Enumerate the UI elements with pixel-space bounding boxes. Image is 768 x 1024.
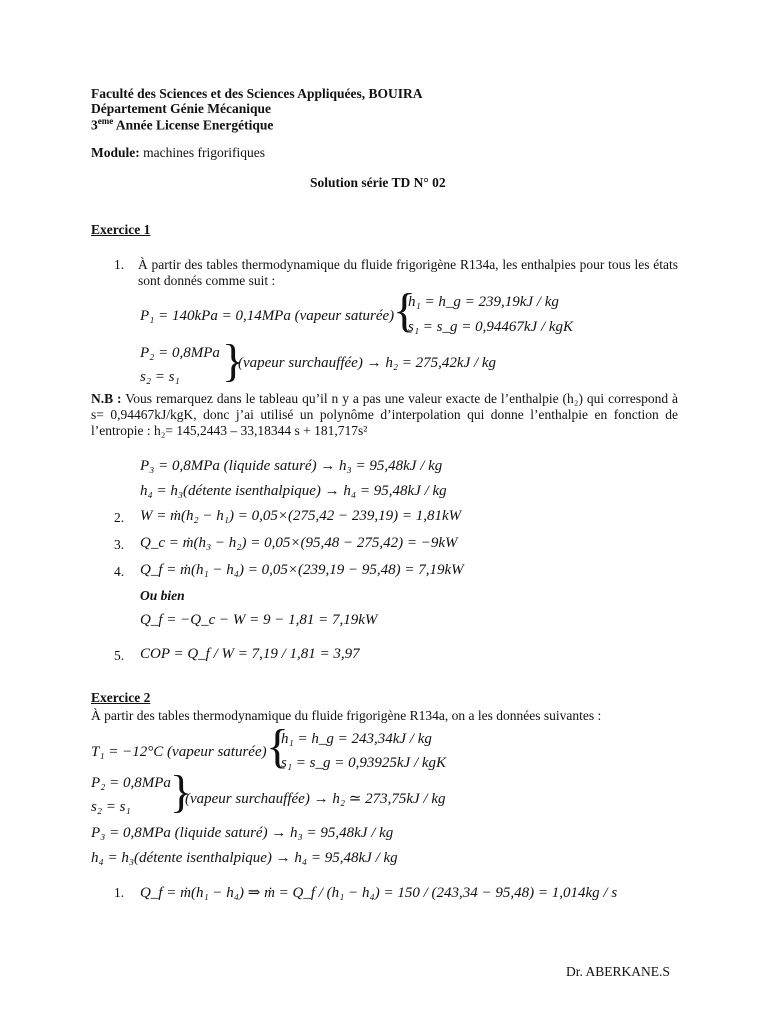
year-line: 3eme Année License Energétique xyxy=(91,116,274,133)
ex2-t1-entropy: s₁ = s_g = 0,93925kJ / kgK xyxy=(281,755,447,771)
ex1-p1-enthalpy: h₁ = h_g = 239,19kJ / kg xyxy=(408,294,559,310)
ex2-p2-result: (vapeur surchauffée) → h₂ ≃ 273,75kJ / kg xyxy=(185,791,446,807)
module-line: Module: machines frigorifiques xyxy=(91,145,265,160)
page-title: Solution série TD N° 02 xyxy=(310,175,446,190)
ex1-item3-number: 3. xyxy=(114,537,125,552)
ex2-item1-number: 1. xyxy=(114,885,125,900)
right-brace: } xyxy=(170,766,193,817)
ex1-item2-number: 2. xyxy=(114,510,125,525)
ex1-work-equation: W = ṁ(h₂ − h₁) = 0,05×(275,42 − 239,19) = 1,81kW xyxy=(140,508,462,524)
ex1-note: N.B : Vous remarquez dans le tableau qu’il n y a pas une valeur exacte de l’enthalpie (h₂) qui correspond à s= 0,94467kJ/kgK, donc j’ai utilisé un polynôme d’interpolation qui donne l’enthalpie en fonction de l’entropie : h₂= 145,2443 – 33,18344 s + 181,717s² xyxy=(91,391,678,438)
ex1-item5-number: 5. xyxy=(114,648,125,663)
department-line: Département Génie Mécanique xyxy=(91,101,271,116)
ex2-intro: À partir des tables thermodynamique du fluide frigorigène R134a, on a les données suivantes : xyxy=(91,708,602,723)
ex1-p2-entropy: s₂ = s₁ xyxy=(140,369,180,385)
ex1-item1-text: À partir des tables thermodynamique du fluide frigorigène R134a, les enthalpies pour tous les états sont donnés comme suit : xyxy=(138,257,678,288)
ex1-p2-result: (vapeur surchauffée) → h₂ = 275,42kJ / kg xyxy=(238,355,497,371)
ex2-mass-flow-equation: Q_f = ṁ(h₁ − h₄) ⇒ ṁ = Q_f / (h₁ − h₄) = 150 / (243,34 − 95,48) = 1,014kg / s xyxy=(140,885,618,901)
exercise2-heading: Exercice 2 xyxy=(91,690,151,705)
ex1-p1-state: P₁ = 140kPa = 0,14MPa (vapeur saturée) xyxy=(140,308,395,324)
ex1-p3-line: P₃ = 0,8MPa (liquide saturé) → h₃ = 95,48kJ / kg xyxy=(140,458,443,474)
ex1-p1-entropy: s₁ = s_g = 0,94467kJ / kgK xyxy=(408,319,574,335)
ex2-h4-line: h₄ = h₃(détente isenthalpique) → h₄ = 95,48kJ / kg xyxy=(91,850,398,866)
ex1-h4-line: h₄ = h₃(détente isenthalpique) → h₄ = 95,48kJ / kg xyxy=(140,483,447,499)
ex1-alternative-label: Ou bien xyxy=(140,588,185,603)
exercise1-heading: Exercice 1 xyxy=(91,222,151,237)
author-signature: Dr. ABERKANE.S xyxy=(566,964,670,979)
ex1-qf-alt-equation: Q_f = −Q_c − W = 9 − 1,81 = 7,19kW xyxy=(140,612,378,628)
ex1-p2-pressure: P₂ = 0,8MPa xyxy=(140,345,220,361)
ex2-p2-entropy: s₂ = s₁ xyxy=(91,799,131,815)
right-brace: } xyxy=(222,335,245,386)
faculty-line: Faculté des Sciences et des Sciences Appliquées, BOUIRA xyxy=(91,86,423,101)
ex1-item1-number: 1. xyxy=(114,257,125,272)
ex2-p2-pressure: P₂ = 0,8MPa xyxy=(91,775,171,791)
ex1-item4-number: 4. xyxy=(114,564,125,579)
ex1-qc-equation: Q_c = ṁ(h₃ − h₂) = 0,05×(95,48 − 275,42) = −9kW xyxy=(140,535,458,551)
ex1-qf-equation: Q_f = ṁ(h₁ − h₄) = 0,05×(239,19 − 95,48) = 7,19kW xyxy=(140,562,464,578)
ex2-t1-enthalpy: h₁ = h_g = 243,34kJ / kg xyxy=(281,731,432,747)
left-brace: { xyxy=(393,284,417,337)
ex2-t1-state: T₁ = −12°C (vapeur saturée) xyxy=(91,744,267,760)
ex1-cop-equation: COP = Q_f / W = 7,19 / 1,81 = 3,97 xyxy=(140,646,360,662)
ex2-p3-line: P₃ = 0,8MPa (liquide saturé) → h₃ = 95,48kJ / kg xyxy=(91,825,394,841)
left-brace: { xyxy=(266,720,290,773)
